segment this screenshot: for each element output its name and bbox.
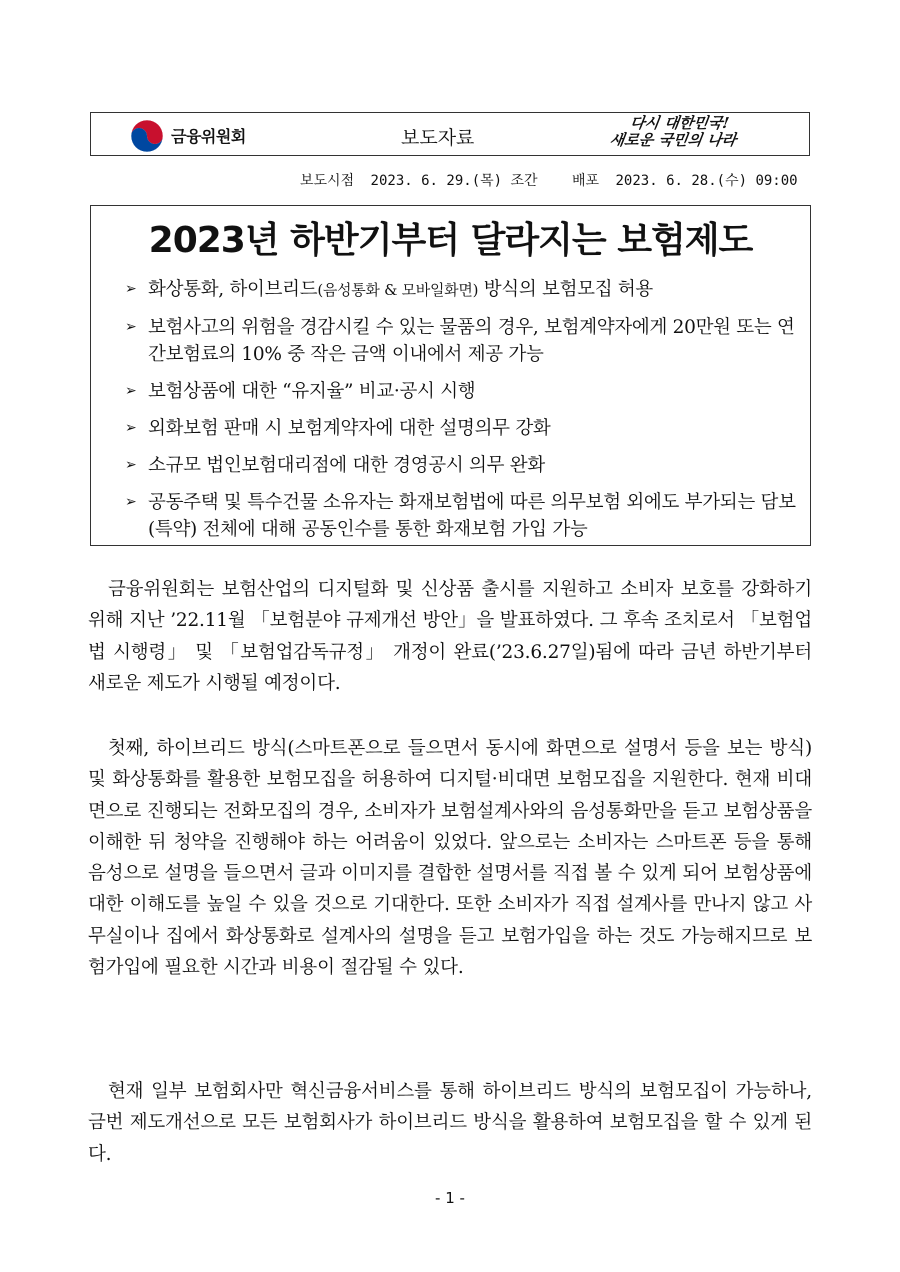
slogan [609,115,740,149]
org-name: 금융위원회 [171,127,246,146]
arrow-bullet-icon: ➢ [125,319,137,335]
arrow-bullet-icon: ➢ [125,281,137,297]
slogan-line1: 다시 대한민국! [629,114,731,132]
summary-bullets [125,276,805,553]
body-paragraph-2: 첫째, 하이브리드 방식(스마트폰으로 들으면서 동시에 화면으로 설명서 등을 보는 방식) 및 화상통화를 활용한 보험모집을 허용하여 디지털·비대면 보험모집을 지원한다. 현재 비대면으로 진행되는 전화모집의 경우, 소비자가 보험설계사와의 음성통화만을 듣고 보험상품을 이해한 뒤 청약을 진행해야 하는 어려움이 있었다. 앞으로는 소비자는 스마트폰 등을 통해 음성으로 설명을 들으면서 글과 이미지를 결합한 설명서를 직접 볼 수 있게 되어 보험상품에 대한 이해도를 높일 수 있을 것으로 기대한다. 또한 소비자가 직접 설계사를 만나지 않고 사무실이나 집에서 화상통화로 설계사의 설명을 듣고 보험가입을 하는 것도 가능해지므로 보험가입에 필요한 시간과 비용이 절감될 수 있다. [88,738,812,979]
list-item [125,314,805,368]
body-paragraph-1: 금융위원회는 보험산업의 디지털화 및 신상품 출시를 지원하고 소비자 보호를 강화하기 위해 지난 ’22.11월 「보험분야 규제개선 방안」을 발표하였다. 그 후속 조치로서 「보험업법 시행령」 및 「보험업감독규정」 개정이 완료(’23.6.27일)됨에 따라 금년 하반기부터 새로운 제도가 시행될 예정이다. [88,579,812,694]
release-info [300,170,820,190]
arrow-bullet-icon: ➢ [125,494,137,510]
distribute-value: 2023. 6. 28.(수) 09:00 [615,173,798,189]
list-item [125,378,805,405]
arrow-bullet-icon: ➢ [125,457,137,473]
bullet-text: 화상통화, 하이브리드 [148,279,318,300]
release-value: 2023. 6. 29.(목) 조간 [370,173,538,189]
bullet-text: 소규모 법인보험대리점에 대한 경영공시 의무 완화 [148,455,545,476]
distribute-label: 배포 [572,173,600,189]
release-label: 보도시점 [300,173,355,189]
list-item [125,489,805,543]
summary-box [90,205,811,546]
arrow-bullet-icon: ➢ [125,383,137,399]
bullet-text: 방식의 보험모집 허용 [478,279,654,300]
list-item [125,276,805,304]
bullet-text: 외화보험 판매 시 보험계약자에 대한 설명의무 강화 [148,418,551,439]
bullet-text-small: (음성통화 & 모바일화면) [317,281,479,299]
header-box [90,112,810,156]
taegeuk-logo-icon [129,118,165,154]
doc-type-label: 보도자료 [401,127,475,149]
bullet-text: 보험상품에 대한 “유지율” 비교·공시 시행 [148,381,476,402]
list-item [125,452,805,479]
bullet-text: 보험사고의 위험을 경감시킬 수 있는 물품의 경우, 보험계약자에게 20만원 또는 연간보험료의 10% 중 작은 금액 이내에서 제공 가능 [148,317,795,365]
bullet-text: 공동주택 및 특수건물 소유자는 화재보험법에 따른 의무보험 외에도 부가되는 담보(특약) 전체에 대해 공동인수를 통한 화재보험 가입 가능 [148,492,796,540]
body-paragraph-3: 현재 일부 보험회사만 혁신금융서비스를 통해 하이브리드 방식의 보험모집이 가능하나, 금번 제도개선으로 모든 보험회사가 하이브리드 방식을 활용하여 보험모집을 할 수 있게 된다. [88,1081,812,1165]
page-number: - 1 - [435,1189,465,1207]
list-item [125,415,805,442]
slogan-line2: 새로운 국민의 나라 [608,131,738,149]
arrow-bullet-icon: ➢ [125,420,137,436]
page-title: 2023년 하반기부터 달라지는 보험제도 [148,220,753,261]
